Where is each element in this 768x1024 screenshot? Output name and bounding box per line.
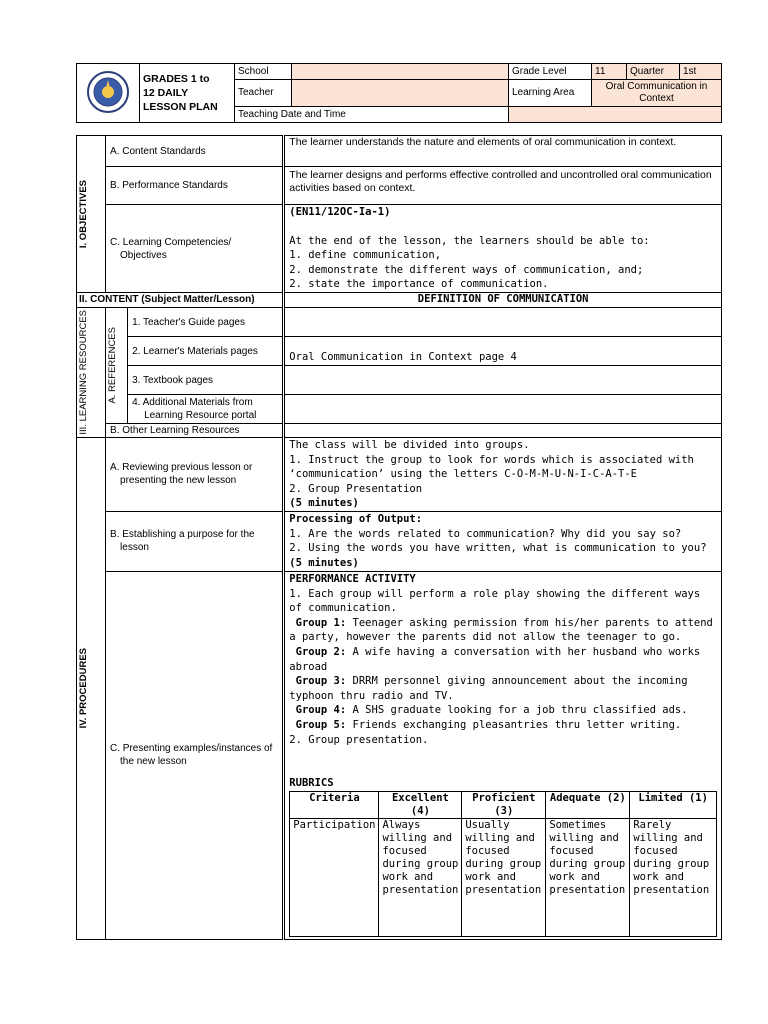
learners-materials-value: Oral Communication in Context page 4 [284,337,722,366]
procedure-c-label: C. Presenting examples/instances of the new lesson [106,571,284,939]
competencies-label: C. Learning Competencies/ Objectives [106,205,284,293]
group-2-item: Group 2: A wife having a conversation with her husband who works abroad [289,645,701,673]
performance-standards-value: The learner designs and performs effective controlled and uncontrolled oral communication activities based on context. [284,167,722,205]
rubric-cell: Rarely willing and focused during group work and presentation [630,818,717,936]
group-5-item: Group 5: Friends exchanging pleasantries thru letter writing. [295,718,682,731]
teacher-field[interactable] [292,79,509,107]
grade-level-label: Grade Level [509,64,592,80]
rubrics-table [289,791,717,937]
procedure-a-label: A. Reviewing previous lesson or presenting the new lesson [106,438,284,512]
deped-seal [77,64,140,123]
teacher-label: Teacher [235,79,292,107]
learning-area-field[interactable]: Oral Communication in Context [592,79,722,107]
objectives-section [77,136,106,293]
teachers-guide-label: 1. Teacher's Guide pages [128,308,284,337]
procedures-section [77,438,106,940]
content-standards-label: A. Content Standards [106,136,284,167]
quarter-label: Quarter [627,64,680,80]
rubrics-title: RUBRICS [289,777,334,790]
other-resources-label: B. Other Learning Resources [106,424,284,438]
rubric-header: Adequate (2) [546,791,630,818]
rubric-cell: Participation [290,818,379,936]
references-heading: A. REFERENCES [107,327,119,404]
group-4-item: Group 4: A SHS graduate looking for a job thru classified ads. [295,704,688,717]
references-section [106,308,128,424]
procedures-heading: IV. PROCEDURES [78,648,89,729]
group-3-item: Group 3: DRRM personnel giving announcement about the incoming typhoon thru radio and TV. [289,675,688,702]
learning-resources-heading: III. LEARNING RESOURCES [78,310,89,435]
procedure-c-value: PERFORMANCE ACTIVITY 1. Each group will perform a role play showing the different ways of communication. Group 1: Teenager asking permission from his/her parents to attend a party, however the parents did not allow the teenager to go. Group 2: A wife having a conversation with her husband who works abroad Group 3: DRRM personnel giving announcement about the incoming typhoon thru radio and TV. Group 4: A SHS graduate looking for a job thru classified ads. Group 5: Friends exchanging pleasantries thru letter writing. 2. Group presentation. RUBRICS Criteria Excellent (4) Proficient (3) Adequate (2) Limited (1) Participation Always willing and focused during group work and presentation Usually willing and focused during group work and presentation Sometimes willing and focused during group work and presentation Rarely willing and focused during group work and presentation [284,571,722,939]
additional-materials-value [284,395,722,424]
learning-area-label: Learning Area [509,79,592,107]
other-resources-value [284,424,722,438]
content-standards-value: The learner understands the nature and elements of oral communication in context. [284,136,722,167]
procedure-b-value: Processing of Output: 1. Are the words related to communication? Why did you say so? 2. Using the words you have written, what is communication to you? (5 minutes) [284,511,722,571]
rubric-cell: Always willing and focused during group work and presentation [379,818,462,936]
objectives-heading: I. OBJECTIVES [78,179,89,249]
content-label: II. CONTENT (Subject Matter/Lesson) [77,293,284,308]
rubric-header: Excellent (4) [379,791,462,818]
date-label: Teaching Date and Time [235,107,509,123]
rubric-cell: Sometimes willing and focused during group work and presentation [546,818,630,936]
learners-materials-label: 2. Learner's Materials pages [128,337,284,366]
rubric-header: Limited (1) [630,791,717,818]
lesson-plan-body [76,135,722,940]
school-field[interactable] [292,64,509,80]
rubric-header: Criteria [290,791,379,818]
group-1-item: Group 1: Teenager asking permission from his/her parents to attend a party, however the parents did not allow the teenager to go. [289,616,713,644]
competencies-value: (EN11/12OC-Ia-1) At the end of the lesson, the learners should be able to: 1. define communication, 2. demonstrate the different ways of communication, and; 2. state the importance of communication. [284,205,722,293]
rubric-header: Proficient (3) [462,791,546,818]
learning-resources-section [77,308,106,438]
lesson-plan-header [76,63,722,123]
quarter-field[interactable]: 1st [680,64,722,80]
additional-materials-label: 4. Additional Materials from Learning Resource portal [128,395,284,424]
rubric-cell: Usually willing and focused during group work and presentation [462,818,546,936]
performance-standards-label: B. Performance Standards [106,167,284,205]
textbook-pages-label: 3. Textbook pages [128,366,284,395]
school-label: School [235,64,292,80]
date-field[interactable] [509,107,722,123]
deped-seal-icon [86,70,130,114]
teachers-guide-value [284,308,722,337]
document-title: GRADES 1 to 12 DAILY LESSON PLAN [140,64,235,123]
grade-level-field[interactable]: 11 [592,64,627,80]
content-value: DEFINITION OF COMMUNICATION [284,293,722,308]
procedure-a-value: The class will be divided into groups. 1. Instruct the group to look for words which is associated with ‘communication’ using the letters C-O-M-M-U-N-I-C-A-T-E 2. Group Presentation (5 minutes) [284,438,722,512]
procedure-b-label: B. Establishing a purpose for the lesson [106,511,284,571]
textbook-pages-value [284,366,722,395]
